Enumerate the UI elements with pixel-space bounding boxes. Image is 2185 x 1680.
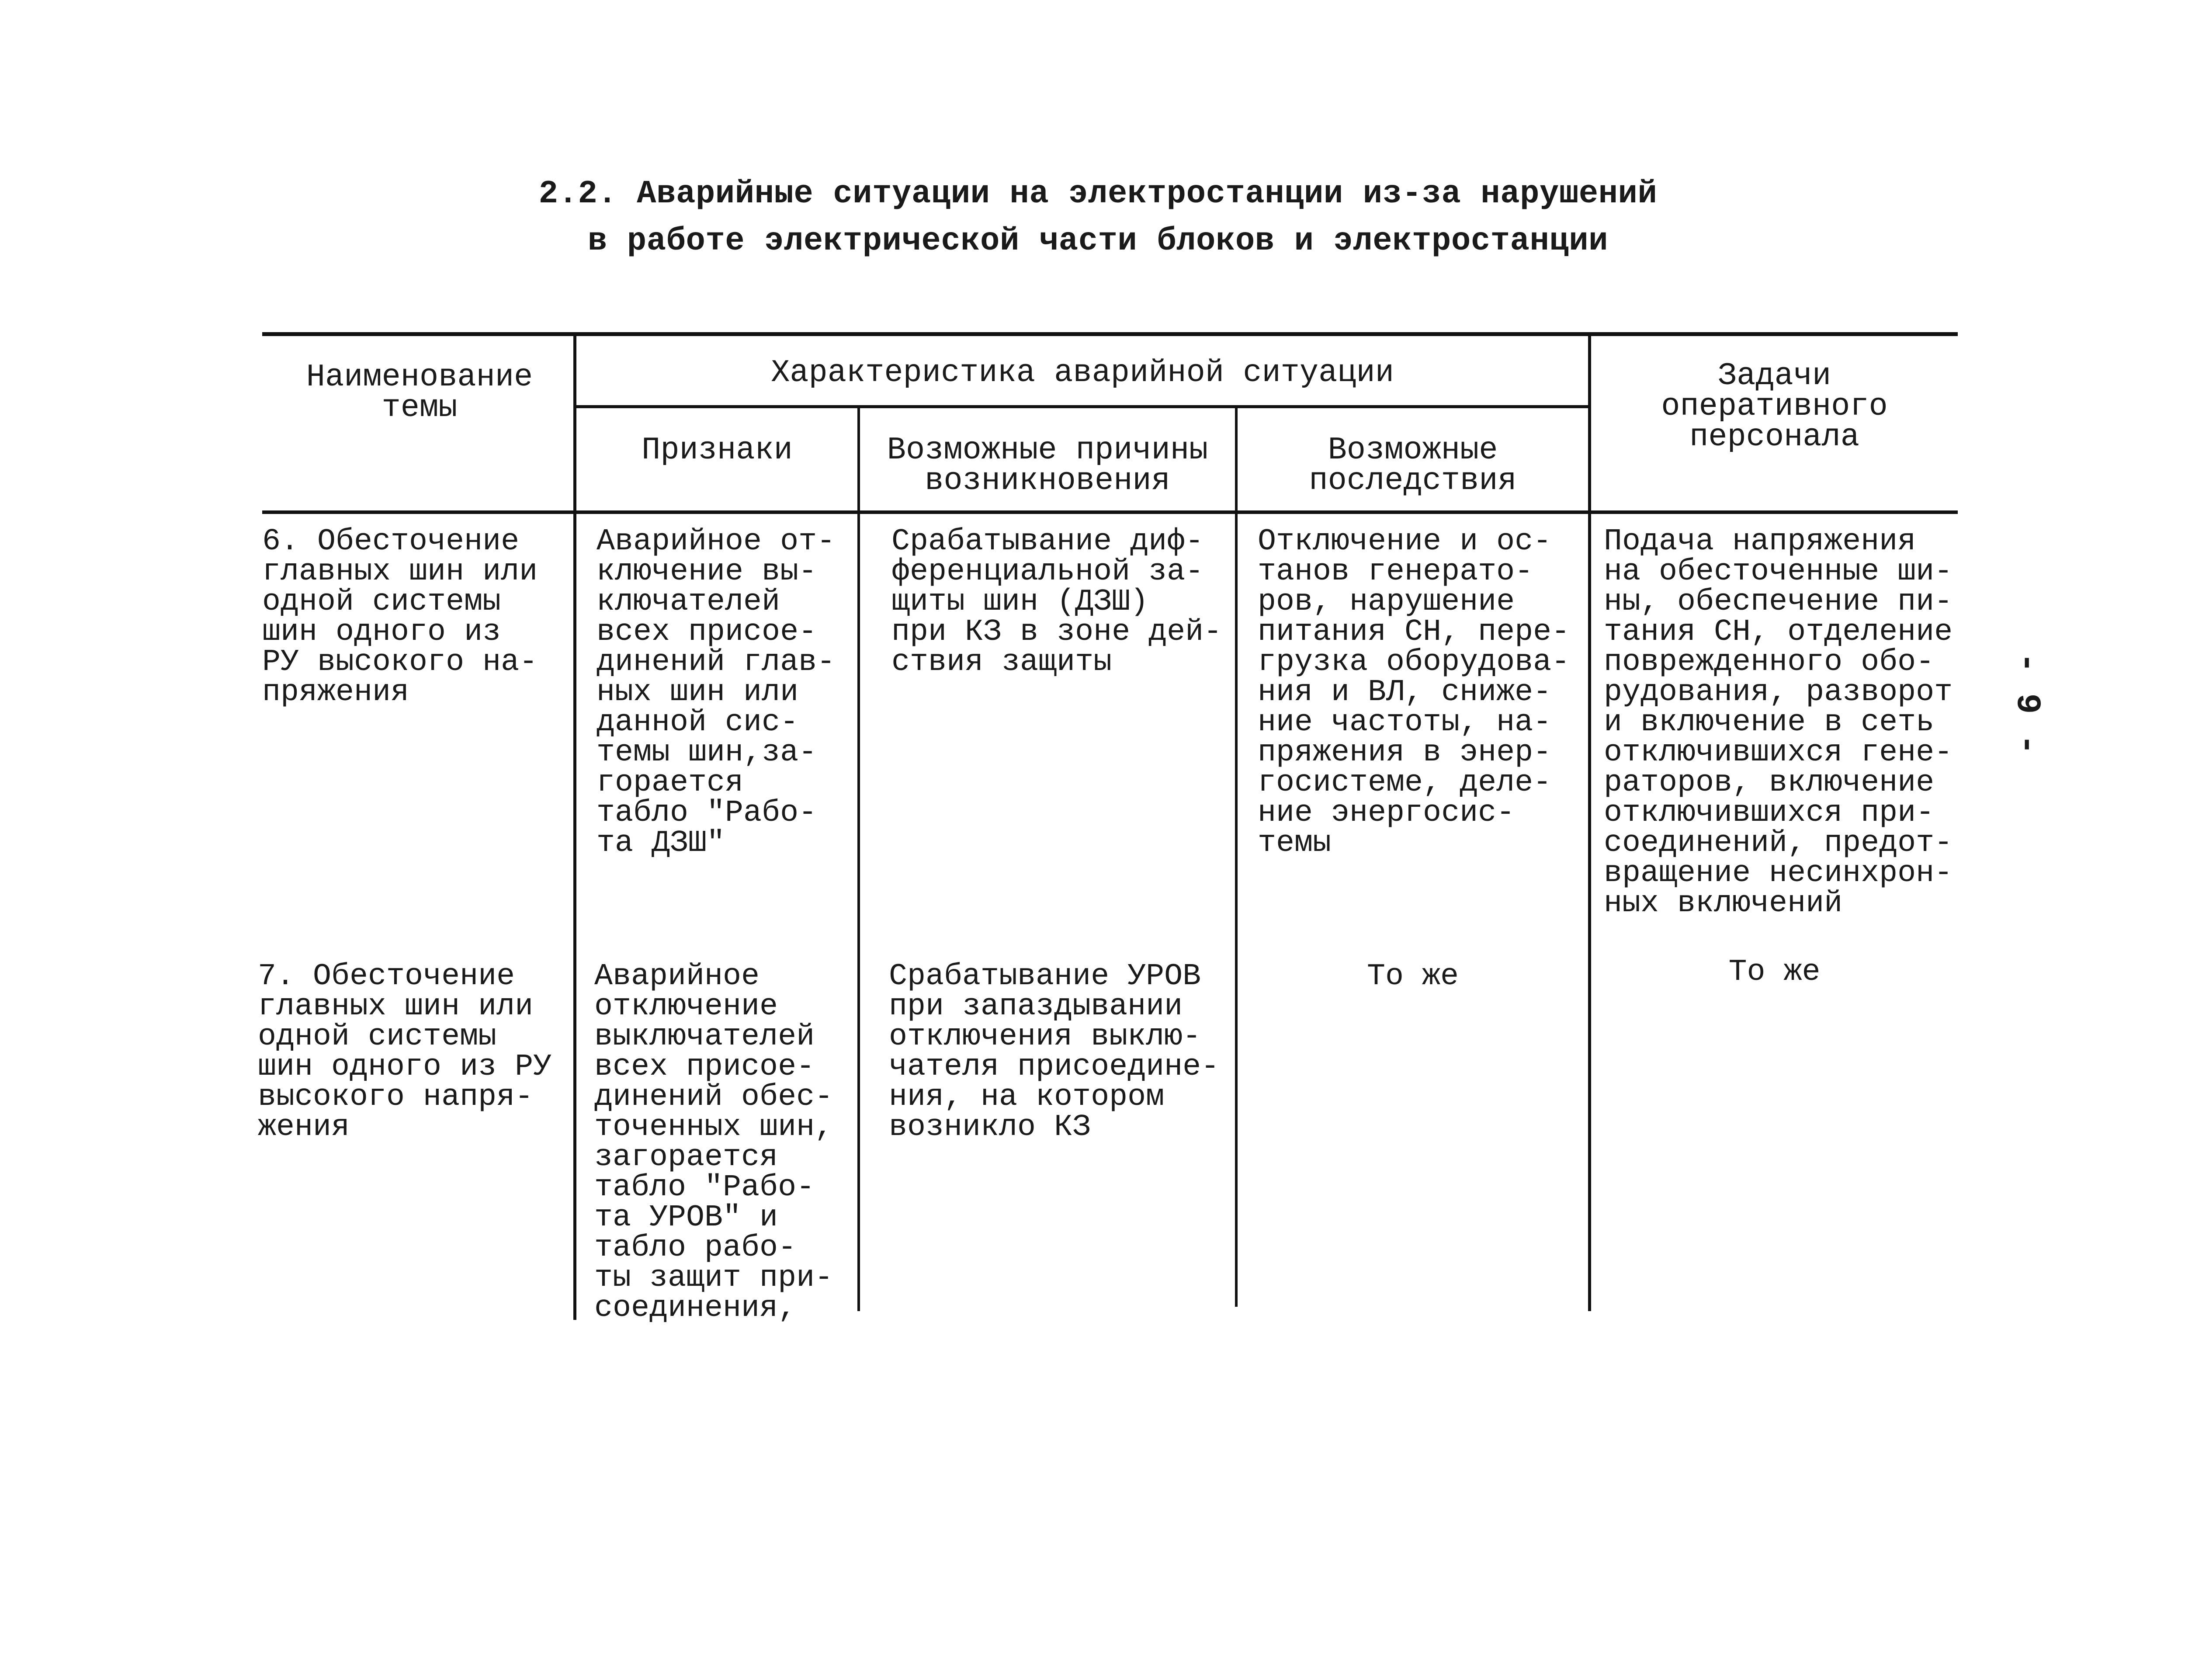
section-title	[0, 170, 2185, 265]
page-number: - 9 -	[2008, 652, 2046, 755]
header-group-rule	[576, 405, 1591, 408]
row-7-causes: Срабатывание УРОВ при запаздывании отключения выклю- чателя присоедине- ния, на котором возникло КЗ	[889, 959, 1220, 1145]
table-top-rule	[262, 332, 1958, 336]
column-divider-3	[1235, 406, 1238, 1307]
column-divider-4	[1588, 332, 1591, 1311]
row-6-consequences: Отключение и ос- танов генерато- ров, нарушение питания СН, пере- грузка оборудова- ния и ВЛ, сниже- ние частоты, на- пряжения в энер- госистеме, деле- ние энергосис- темы	[1258, 524, 1570, 861]
column-divider-1	[573, 332, 576, 1320]
header-signs: Признаки	[642, 432, 793, 468]
section-title-line-2: в работе электрической части блоков и электростанции	[587, 223, 1609, 260]
header-causes: Возможные причины возникновения	[887, 432, 1208, 499]
header-consequences: Возможные последствия	[1309, 432, 1517, 499]
row-6-causes: Срабатывание диф- ференциальной за- щиты шин (ДЗШ) при КЗ в зоне дей- ствия защиты	[891, 524, 1222, 680]
row-6-theme: 6. Обесточение главных шин или одной системы шин одного из РУ высокого на- пряжения	[262, 524, 538, 710]
header-theme: Наименование темы	[306, 359, 533, 426]
row-6-tasks: Подача напряжения на обесточенные ши- ны, обеспечение пи- тания СН, отделение поврежденного обо- рудования, разворот и включение в сеть отключившихся гене- раторов, включение отключившихся при- соединений, предот- вращение несинхрон- ных включений	[1604, 524, 1953, 921]
row-6-signs: Аварийное от- ключение вы- ключателей всех присое- динений глав- ных шин или данной сис- темы шин,за- горается табло "Рабо- та ДЗШ"	[597, 524, 836, 861]
row-7-theme: 7. Обесточение главных шин или одной системы шин одного из РУ высокого напря- жения	[258, 959, 552, 1145]
row-7-consequences: То же	[1366, 959, 1459, 994]
section-title-line-1: 2.2. Аварийные ситуации на электростанции из-за нарушений	[538, 176, 1658, 212]
header-tasks: Задачи оперативного персонала	[1661, 358, 1888, 455]
header-bottom-rule	[262, 510, 1958, 514]
column-divider-2	[857, 406, 860, 1311]
row-7-tasks: То же	[1728, 955, 1821, 989]
header-characteristic-group: Характеристика аварийной ситуации	[771, 355, 1394, 391]
row-7-signs: Аварийное отключение выключателей всех присое- динений обес- точенных шин, загорается табло "Рабо- та УРОВ" и табло рабо- ты защит при- соединения,	[594, 959, 833, 1326]
